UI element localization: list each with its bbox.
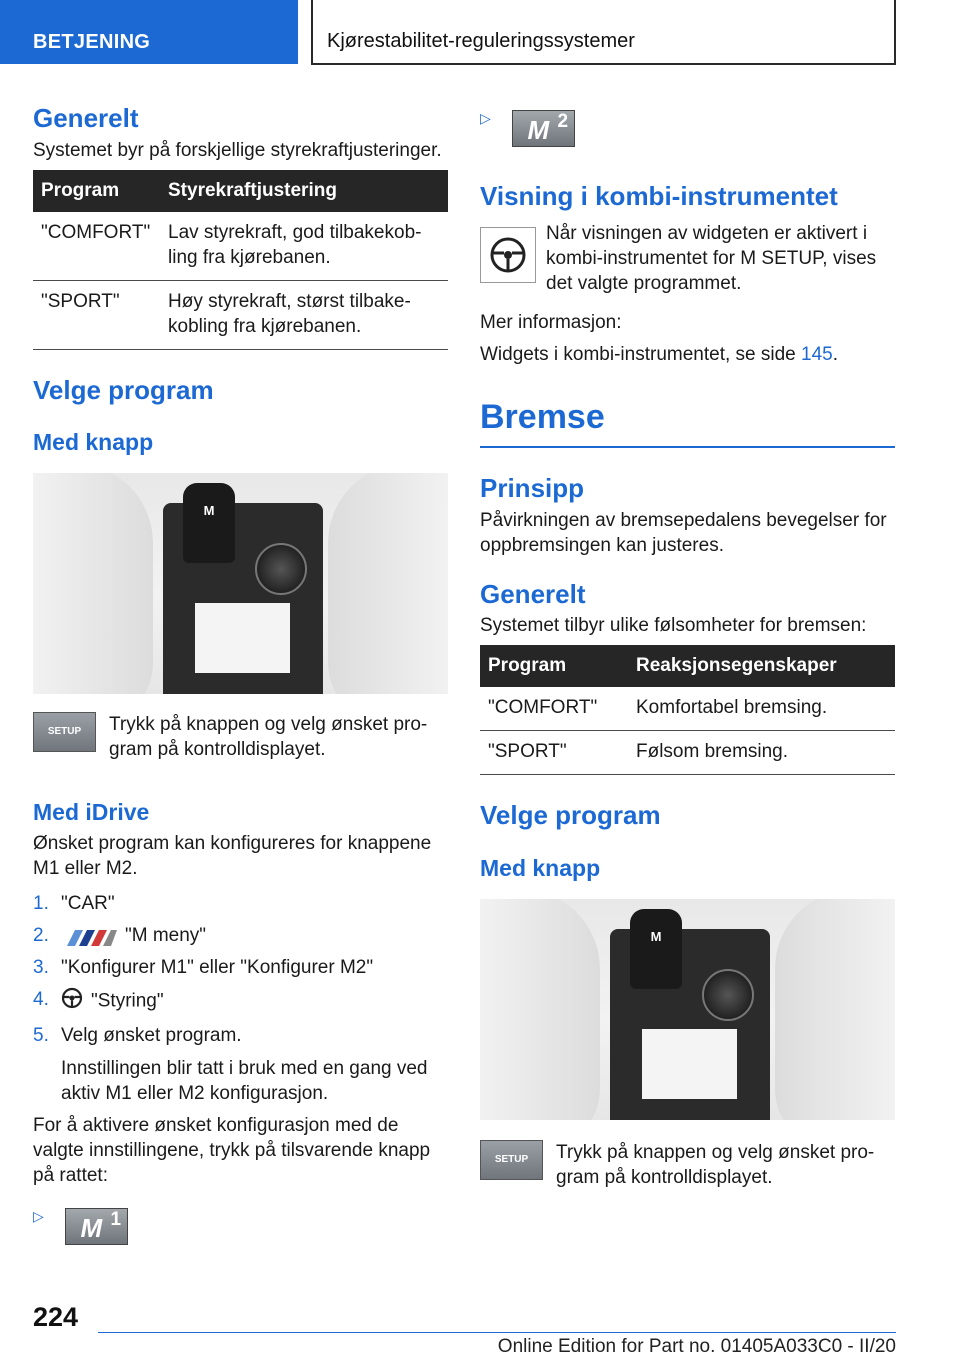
page-link[interactable]: 145 [801,343,833,365]
m2-button-icon: M 2 [512,110,575,147]
m-stripes-icon [61,928,117,944]
console-photo [480,899,895,1120]
gear-lever: M [183,483,235,563]
step-number: 4. [33,988,49,1010]
step-number: 3. [33,956,49,978]
list-item [33,987,448,1016]
seat-left [33,473,153,694]
page-number: 224 [33,1302,79,1332]
generelt-heading: Generelt [33,103,139,133]
left-column [33,98,448,1250]
list-item [33,923,448,948]
steering-table [33,170,448,350]
section-tab: BETJENING [0,0,298,64]
med-knapp-heading-right: Med knapp [480,854,601,881]
setup-button-icon: SETUP [480,1140,543,1180]
bremse-heading: Bremse [480,397,605,436]
setup-text: Trykk på knappen og velg ønsket program på kontrolldisplayet. [109,714,428,761]
step-text: "CAR" [61,892,115,914]
table-header-steering: Styrekraftjustering [160,170,448,212]
generelt-text: Systemet byr på forskjellige styrekraftjusteringer. [33,139,442,161]
table-cell: Komfortabel bremsing. [628,687,895,731]
heading-rule [480,446,895,448]
gear-lever: M [630,909,682,989]
generelt-heading-right: Generelt [480,578,586,609]
triangle-bullet-icon: ▷ [480,110,491,126]
console-tray [195,603,290,673]
setup-instruction [480,1140,895,1190]
visning-text: Når visningen av widgeten er aktivert i kombi-instrumentet for M SETUP, vises det valgte programmet. [546,222,877,294]
prinsipp-text: Påvirkningen av bremsepedalens bevegelser for oppbremsingen kan justeres. [480,509,887,556]
mer-info-text: Mer informasjon: [480,311,622,333]
med-knapp-heading: Med knapp [33,429,154,456]
step-number: 5. [33,1024,49,1046]
page-title: Kjørestabilitet-reguleringssystemer [311,0,896,65]
step-text: "M meny" [125,924,207,946]
m1-button-icon: M 1 [65,1208,128,1245]
table-header-program: Program [480,645,628,687]
setup-button-icon: SETUP [33,712,96,752]
idrive-controller [702,969,754,1021]
seat-left [480,899,600,1120]
brake-table [480,645,895,775]
generelt-text-right: Systemet tilbyr ulike følsomheter for bremsen: [480,615,867,637]
table-row [33,212,448,281]
velge-program-heading: Velge program [33,374,214,405]
list-item [33,955,448,980]
table-cell: "SPORT" [480,731,628,775]
m1-row [33,1208,448,1250]
table-cell: Lav styrekraft, god tilbakekobling fra kjørebanen. [160,212,448,281]
activate-text: For å aktivere ønsket konfigurasjon med de valgte innstillingene, trykk på tilsvarende knapp på rattet: [33,1114,431,1186]
seat-right [328,473,448,694]
med-idrive-heading: Med iDrive [33,799,150,826]
console-photo [33,473,448,694]
widgets-text: Widgets i kombi-instrumentet, se side 145. [480,343,838,365]
table-row [33,280,448,349]
list-item [33,1023,448,1106]
step-text: "Konfigurer M1" eller "Konfigurer M2" [61,956,374,978]
table-header-program: Program [33,170,160,212]
edition-footer: Online Edition for Part no. 01405A033C0 - II/20 [497,1336,896,1357]
setup-text: Trykk på knappen og velg ønsket program på kontrolldisplayet. [556,1142,875,1189]
table-cell: "COMFORT" [480,687,628,731]
step-text: Velg ønsket program. [61,1024,242,1046]
velge-program-heading-right: Velge program [480,800,661,831]
step-number: 1. [33,892,49,914]
prinsipp-heading: Prinsipp [480,472,585,503]
steering-wheel-icon [480,227,536,283]
steps-list [33,891,448,1106]
table-header-reaction: Reaksjonsegenskaper [628,645,895,687]
triangle-bullet-icon: ▷ [33,1207,44,1224]
right-column [480,98,895,1190]
table-cell: "SPORT" [33,280,160,349]
step-number: 2. [33,924,49,946]
visning-row [480,222,895,296]
table-cell: Følsom bremsing. [628,731,895,775]
step-text: "Styring" [91,990,164,1012]
console-tray [642,1029,737,1099]
step-note: Innstillingen blir tatt i bruk med en gang ved aktiv M1 eller M2 konfigurasjon. [61,1057,428,1104]
setup-instruction [33,712,448,762]
footer-rule [98,1332,896,1333]
table-row [480,731,895,775]
table-cell: Høy styrekraft, størst tilbakekobling fra kjørebanen. [160,280,448,349]
seat-right [775,899,895,1120]
m2-row [480,110,895,152]
list-item [33,891,448,916]
table-row [480,687,895,731]
visning-heading: Visning i kombi-instrumentet [480,181,838,211]
steering-wheel-icon [61,987,83,1016]
table-cell: "COMFORT" [33,212,160,281]
idrive-text: Ønsket program kan konfigureres for knappene M1 eller M2. [33,832,432,879]
